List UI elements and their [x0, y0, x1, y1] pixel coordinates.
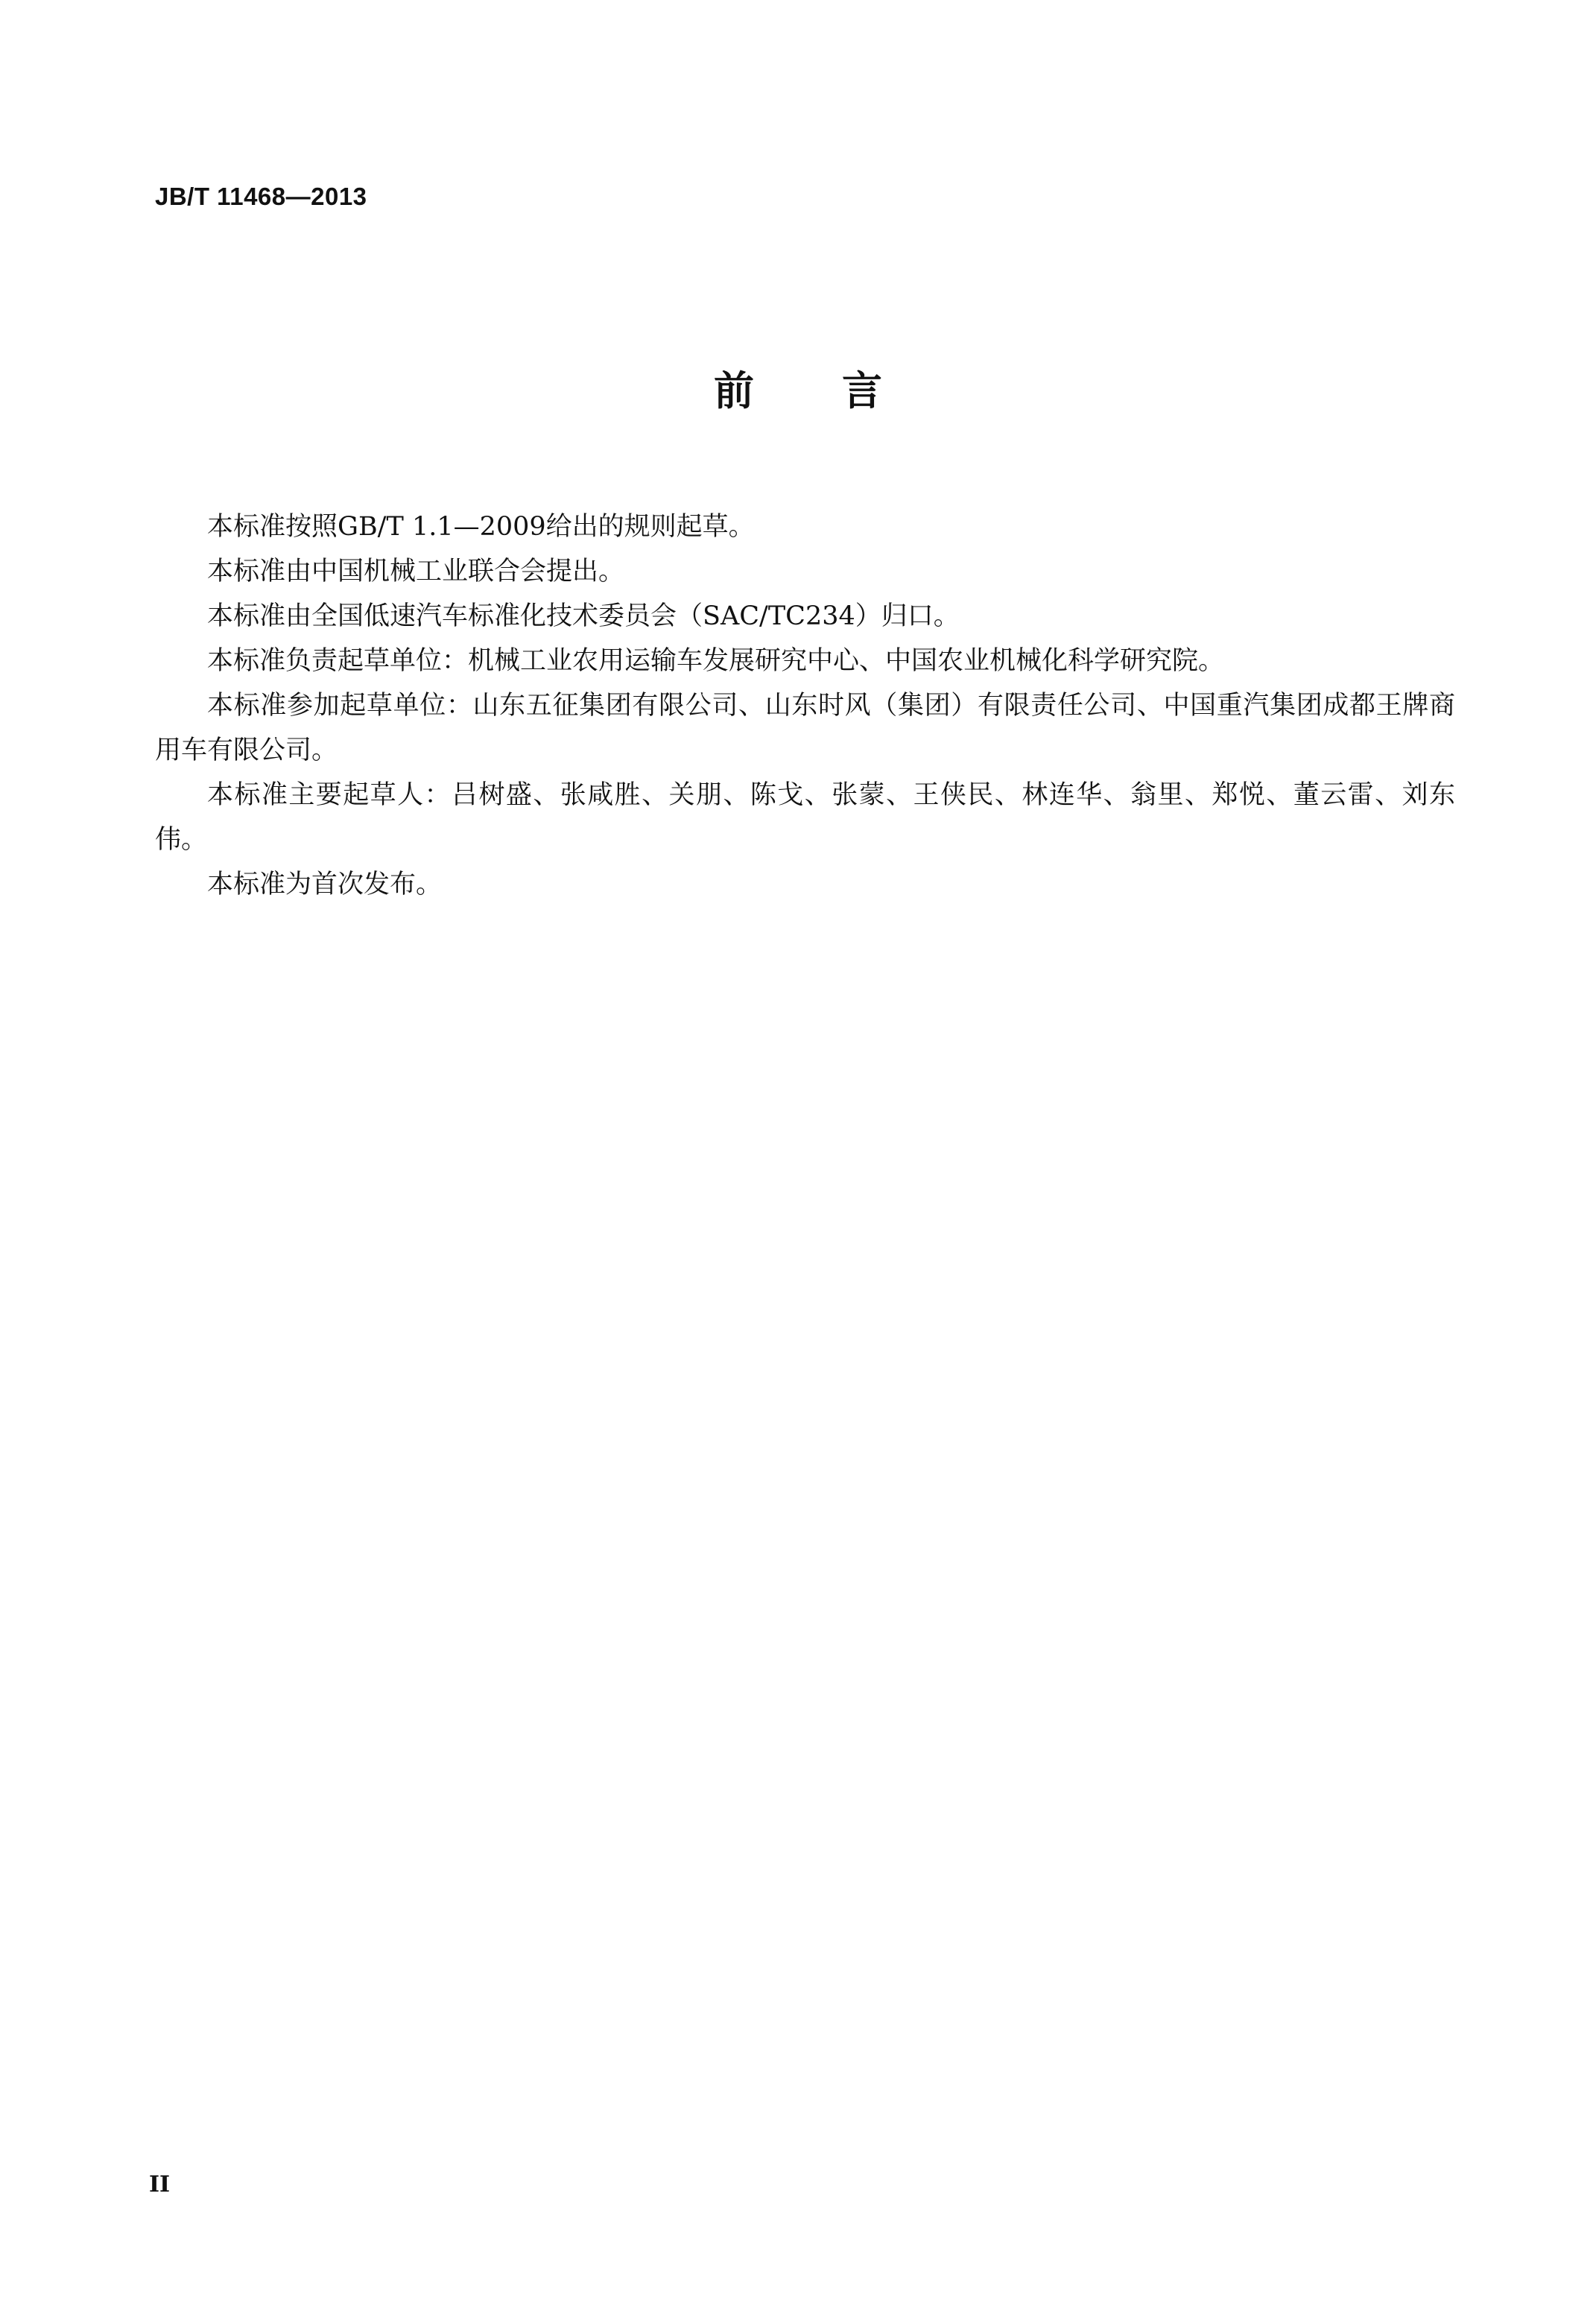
paragraph-proposer: 本标准由中国机械工业联合会提出。 — [207, 557, 625, 586]
title-char-1: 前 — [714, 367, 754, 414]
paragraph-responsible-units: 本标准负责起草单位：机械工业农用运输车发展研究中心、中国农业机械化科学研究院。 — [207, 646, 1225, 676]
paragraph-committee: 本标准由全国低速汽车标准化技术委员会（SAC/TC234）归口。 — [207, 601, 960, 631]
foreword-body — [155, 504, 1455, 907]
document-code: JB/T 11468—2013 — [155, 183, 367, 210]
title-char-2: 言 — [842, 367, 882, 414]
paragraph-first-release: 本标准为首次发布。 — [207, 870, 443, 899]
paragraph-drafting-rules: 本标准按照GB/T 1.1—2009给出的规则起草。 — [207, 512, 755, 542]
page-title — [0, 367, 1596, 416]
paragraph-participating-units: 本标准参加起草单位：山东五征集团有限公司、山东时风（集团）有限责任公司、中国重汽集团成都王牌商用车有限公司。 — [155, 691, 1455, 765]
page-number: II — [149, 2171, 171, 2198]
paragraph-main-drafters: 本标准主要起草人：吕树盛、张咸胜、关朋、陈戈、张蒙、王侠民、林连华、翁里、郑悦、董云雷、刘东伟。 — [155, 780, 1455, 855]
